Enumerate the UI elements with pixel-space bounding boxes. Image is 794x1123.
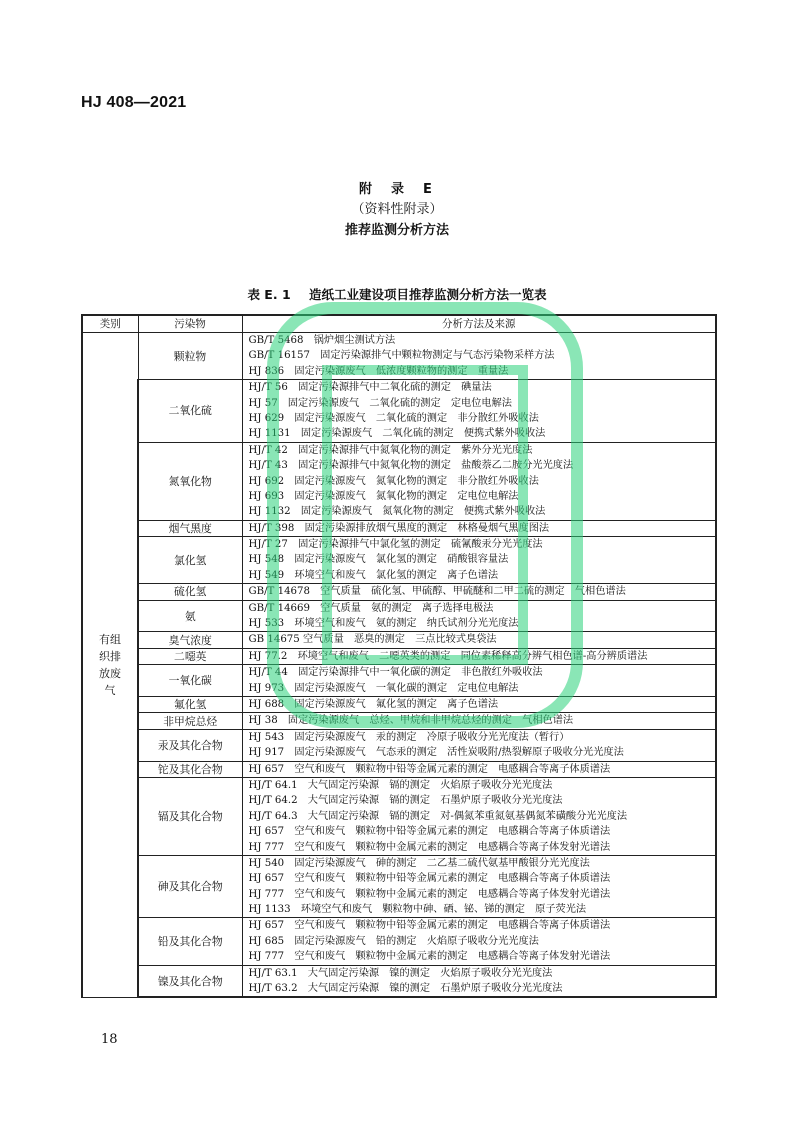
table-row: [82, 537, 716, 584]
category-cell: 有组 织排 放废 气: [82, 333, 138, 998]
method-cell: [242, 380, 716, 443]
pollutant-cell: 镉及其化合物: [138, 777, 242, 855]
method-line: GB/T 14678 空气质量 硫化氢、甲硫醇、甲硫醚和二甲二硫的测定 气相色谱法: [248, 586, 626, 598]
method-line: HJ/T 398 固定污染源排放烟气黑度的测定 林格曼烟气黑度图法: [248, 522, 550, 534]
method-line: HJ 533 环境空气和废气 氨的测定 纳氏试剂分光光度法: [248, 618, 519, 630]
method-cell: [242, 713, 716, 729]
table-row: [82, 442, 716, 520]
pollutant-cell: 二氧化硫: [138, 380, 242, 443]
header-method: 分析方法及来源: [242, 315, 716, 333]
method-cell: [242, 600, 716, 632]
method-cell: [242, 855, 716, 918]
method-line: HJ/T 44 固定污染源排气中一氧化碳的测定 非色散红外吸收法: [248, 667, 543, 679]
method-line: HJ 38 固定污染源废气 总烃、甲烷和非甲烷总烃的测定 气相色谱法: [248, 715, 574, 727]
pollutant-cell: 非甲烷总烃: [138, 713, 242, 729]
table-caption: [0, 285, 794, 303]
table-row: [82, 520, 716, 536]
method-line: HJ/T 42 固定污染源排气中氮氧化物的测定 紫外分光光度法: [248, 444, 533, 456]
method-line: HJ 57 固定污染源废气 二氧化硫的测定 定电位电解法: [248, 397, 512, 409]
pollutant-cell: 二噁英: [138, 648, 242, 664]
method-line: HJ 777 空气和废气 颗粒物中金属元素的测定 电感耦合等离子体发射光谱法: [248, 841, 611, 853]
method-cell: [242, 729, 716, 761]
method-cell: [242, 537, 716, 584]
method-cell: [242, 584, 716, 600]
pollutant-cell: 氯化氢: [138, 537, 242, 584]
method-line: HJ/T 63.2 大气固定污染源 镍的测定 石墨炉原子吸收分光光度法: [248, 983, 563, 995]
pollutant-cell: 氟化氢: [138, 696, 242, 712]
methods-table: [81, 314, 717, 998]
header-pollutant: 污染物: [138, 315, 242, 333]
pollutant-cell: 臭气浓度: [138, 632, 242, 648]
method-cell: [242, 648, 716, 664]
table-body: [82, 333, 716, 998]
method-line: GB/T 16157 固定污染源排气中颗粒物测定与气态污染物采样方法: [248, 350, 555, 362]
method-cell: [242, 761, 716, 777]
table-caption-title: 造纸工业建设项目推荐监测分析方法一览表: [309, 287, 547, 302]
method-line: HJ/T 63.1 大气固定污染源 镍的测定 火焰原子吸收分光光度法: [248, 967, 553, 979]
pollutant-cell: 铊及其化合物: [138, 761, 242, 777]
method-line: HJ 692 固定污染源废气 氮氧化物的测定 非分散红外吸收法: [248, 475, 539, 487]
method-line: HJ/T 43 固定污染源排气中氮氧化物的测定 盐酸萘乙二胺分光光度法: [248, 460, 574, 472]
pollutant-cell: 颗粒物: [138, 333, 242, 380]
method-cell: [242, 632, 716, 648]
method-cell: [242, 696, 716, 712]
pollutant-cell: 砷及其化合物: [138, 855, 242, 918]
method-line: HJ 685 固定污染源废气 铅的测定 火焰原子吸收分光光度法: [248, 935, 539, 947]
page-number: 18: [101, 1032, 118, 1047]
table-row: [82, 965, 716, 997]
appendix-subtitle: （资料性附录）: [351, 202, 443, 217]
method-cell: [242, 333, 716, 380]
table-row: [82, 380, 716, 443]
table-header-row: [82, 315, 716, 333]
method-line: HJ 1132 固定污染源废气 氮氧化物的测定 便携式紫外吸收法: [248, 506, 546, 518]
method-line: GB/T 5468 锅炉烟尘测试方法: [248, 335, 396, 346]
pollutant-cell: 汞及其化合物: [138, 729, 242, 761]
table-caption-number: 表 E. 1: [247, 287, 291, 302]
method-cell: [242, 777, 716, 855]
method-line: HJ 777 空气和废气 颗粒物中金属元素的测定 电感耦合等离子体发射光谱法: [248, 888, 611, 900]
standard-code: HJ 408—2021: [81, 94, 187, 111]
method-cell: [242, 520, 716, 536]
pollutant-cell: 一氧化碳: [138, 665, 242, 697]
method-line: HJ 549 环境空气和废气 氯化氢的测定 离子色谱法: [248, 569, 499, 581]
method-line: HJ 543 固定污染源废气 汞的测定 冷原子吸收分光光度法（暂行）: [248, 731, 570, 743]
method-line: HJ 693 固定污染源废气 氮氧化物的测定 定电位电解法: [248, 490, 519, 502]
pollutant-cell: 镍及其化合物: [138, 965, 242, 997]
method-line: HJ 657 空气和废气 颗粒物中铅等金属元素的测定 电感耦合等离子体质谱法: [248, 826, 611, 838]
table-row: [82, 761, 716, 777]
method-line: HJ/T 56 固定污染源排气中二氧化硫的测定 碘量法: [248, 382, 492, 394]
method-line: HJ 657 空气和废气 颗粒物中铅等金属元素的测定 电感耦合等离子体质谱法: [248, 763, 611, 775]
pollutant-cell: 铅及其化合物: [138, 918, 242, 965]
method-line: HJ 688 固定污染源废气 氟化氢的测定 离子色谱法: [248, 698, 499, 710]
method-cell: [242, 965, 716, 997]
method-line: HJ/T 64.1 大气固定污染源 镉的测定 火焰原子吸收分光光度法: [248, 779, 553, 791]
method-line: GB 14675 空气质量 恶臭的测定 三点比较式臭袋法: [248, 634, 497, 646]
table-row: [82, 632, 716, 648]
pollutant-cell: 烟气黑度: [138, 520, 242, 536]
table-row: [82, 696, 716, 712]
method-line: HJ 77.2 环境空气和废气 二噁英类的测定 同位素稀释高分辨气相色谱-高分辨质谱法: [248, 650, 648, 662]
method-line: GB/T 14669 空气质量 氨的测定 离子选择电极法: [248, 602, 494, 614]
table-row: [82, 333, 716, 380]
pollutant-cell: 氮氧化物: [138, 442, 242, 520]
table-row: [82, 584, 716, 600]
table-row: [82, 855, 716, 918]
method-line: HJ 777 空气和废气 颗粒物中金属元素的测定 电感耦合等离子体发射光谱法: [248, 951, 611, 963]
method-line: HJ 1131 固定污染源废气 二氧化硫的测定 便携式紫外吸收法: [248, 428, 546, 440]
method-line: HJ 540 固定污染源废气 砷的测定 二乙基二硫代氨基甲酸银分光光度法: [248, 857, 590, 869]
table-row: [82, 729, 716, 761]
method-cell: [242, 442, 716, 520]
method-line: HJ 629 固定污染源废气 二氧化硫的测定 非分散红外吸收法: [248, 412, 539, 424]
appendix-title: 附 录 E: [359, 182, 435, 197]
method-cell: [242, 918, 716, 965]
method-line: HJ 1133 环境空气和废气 颗粒物中砷、硒、铋、锑的测定 原子荧光法: [248, 904, 587, 916]
header-category: 类别: [82, 315, 138, 333]
table-row: [82, 600, 716, 632]
method-line: HJ/T 64.3 大气固定污染源 镉的测定 对-偶氮苯重氮氨基偶氮苯磺酸分光光度法: [248, 810, 628, 822]
method-line: HJ 973 固定污染源废气 一氧化碳的测定 定电位电解法: [248, 682, 519, 694]
method-line: HJ 548 固定污染源废气 氯化氢的测定 硝酸银容量法: [248, 554, 509, 566]
method-cell: [242, 665, 716, 697]
table-row: [82, 648, 716, 664]
pollutant-cell: 氨: [138, 600, 242, 632]
method-line: HJ 657 空气和废气 颗粒物中铅等金属元素的测定 电感耦合等离子体质谱法: [248, 920, 611, 932]
method-line: HJ 657 空气和废气 颗粒物中铅等金属元素的测定 电感耦合等离子体质谱法: [248, 873, 611, 885]
appendix-heading: 推荐监测分析方法: [344, 223, 449, 238]
table-row: [82, 665, 716, 697]
pollutant-cell: 硫化氢: [138, 584, 242, 600]
method-line: HJ/T 64.2 大气固定污染源 镉的测定 石墨炉原子吸收分光光度法: [248, 795, 563, 807]
table-row: [82, 777, 716, 855]
method-line: HJ/T 27 固定污染源排气中氯化氢的测定 硫氰酸汞分光光度法: [248, 539, 543, 551]
method-line: HJ 836 固定污染源废气 低浓度颗粒物的测定 重量法: [248, 365, 509, 377]
method-line: HJ 917 固定污染源废气 气态汞的测定 活性炭吸附/热裂解原子吸收分光光度法: [248, 747, 624, 759]
table-row: [82, 918, 716, 965]
table-row: [82, 713, 716, 729]
